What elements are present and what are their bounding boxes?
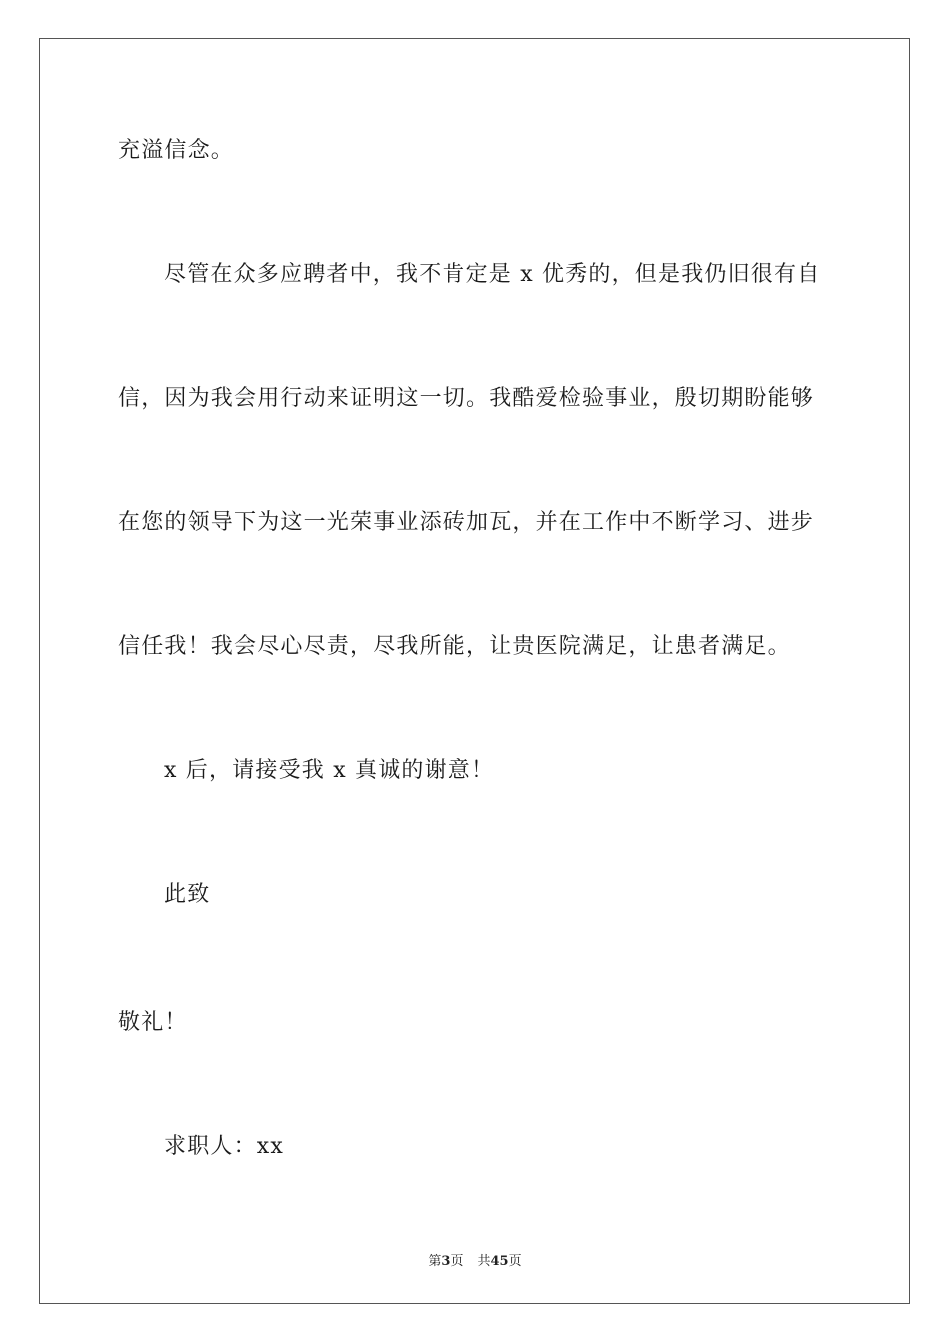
text-line-6: x 后，请接受我 x 真诚的谢意！	[164, 758, 495, 783]
footer-page-prefix: 第	[428, 1254, 442, 1269]
footer-total-suffix: 页	[508, 1254, 522, 1269]
text-line-5: 信任我！我会尽心尽责，尽我所能，让贵医院满足，让患者满足。	[118, 634, 791, 659]
text-line-1: 充溢信念。	[118, 138, 235, 163]
text-line-3: 信，因为我会用行动来证明这一切。我酷爱检验事业，殷切期盼能够	[118, 386, 815, 411]
footer-page-suffix: 页	[450, 1254, 464, 1269]
text-line-2: 尽管在众多应聘者中，我不肯定是 x 优秀的，但是我仍旧很有自	[164, 262, 821, 287]
text-line-4: 在您的领导下为这一光荣事业添砖加瓦，并在工作中不断学习、进步	[118, 510, 815, 535]
signature-line: 求职人：xx	[164, 1134, 285, 1159]
footer-total-prefix: 共	[477, 1254, 491, 1269]
closing-line: 敬礼！	[118, 1010, 188, 1035]
salutation-line: 此致	[164, 882, 211, 907]
page-footer	[0, 1250, 950, 1269]
page-border	[39, 38, 910, 1304]
footer-page-number: 3	[441, 1254, 451, 1269]
footer-total-pages: 45	[490, 1254, 509, 1269]
